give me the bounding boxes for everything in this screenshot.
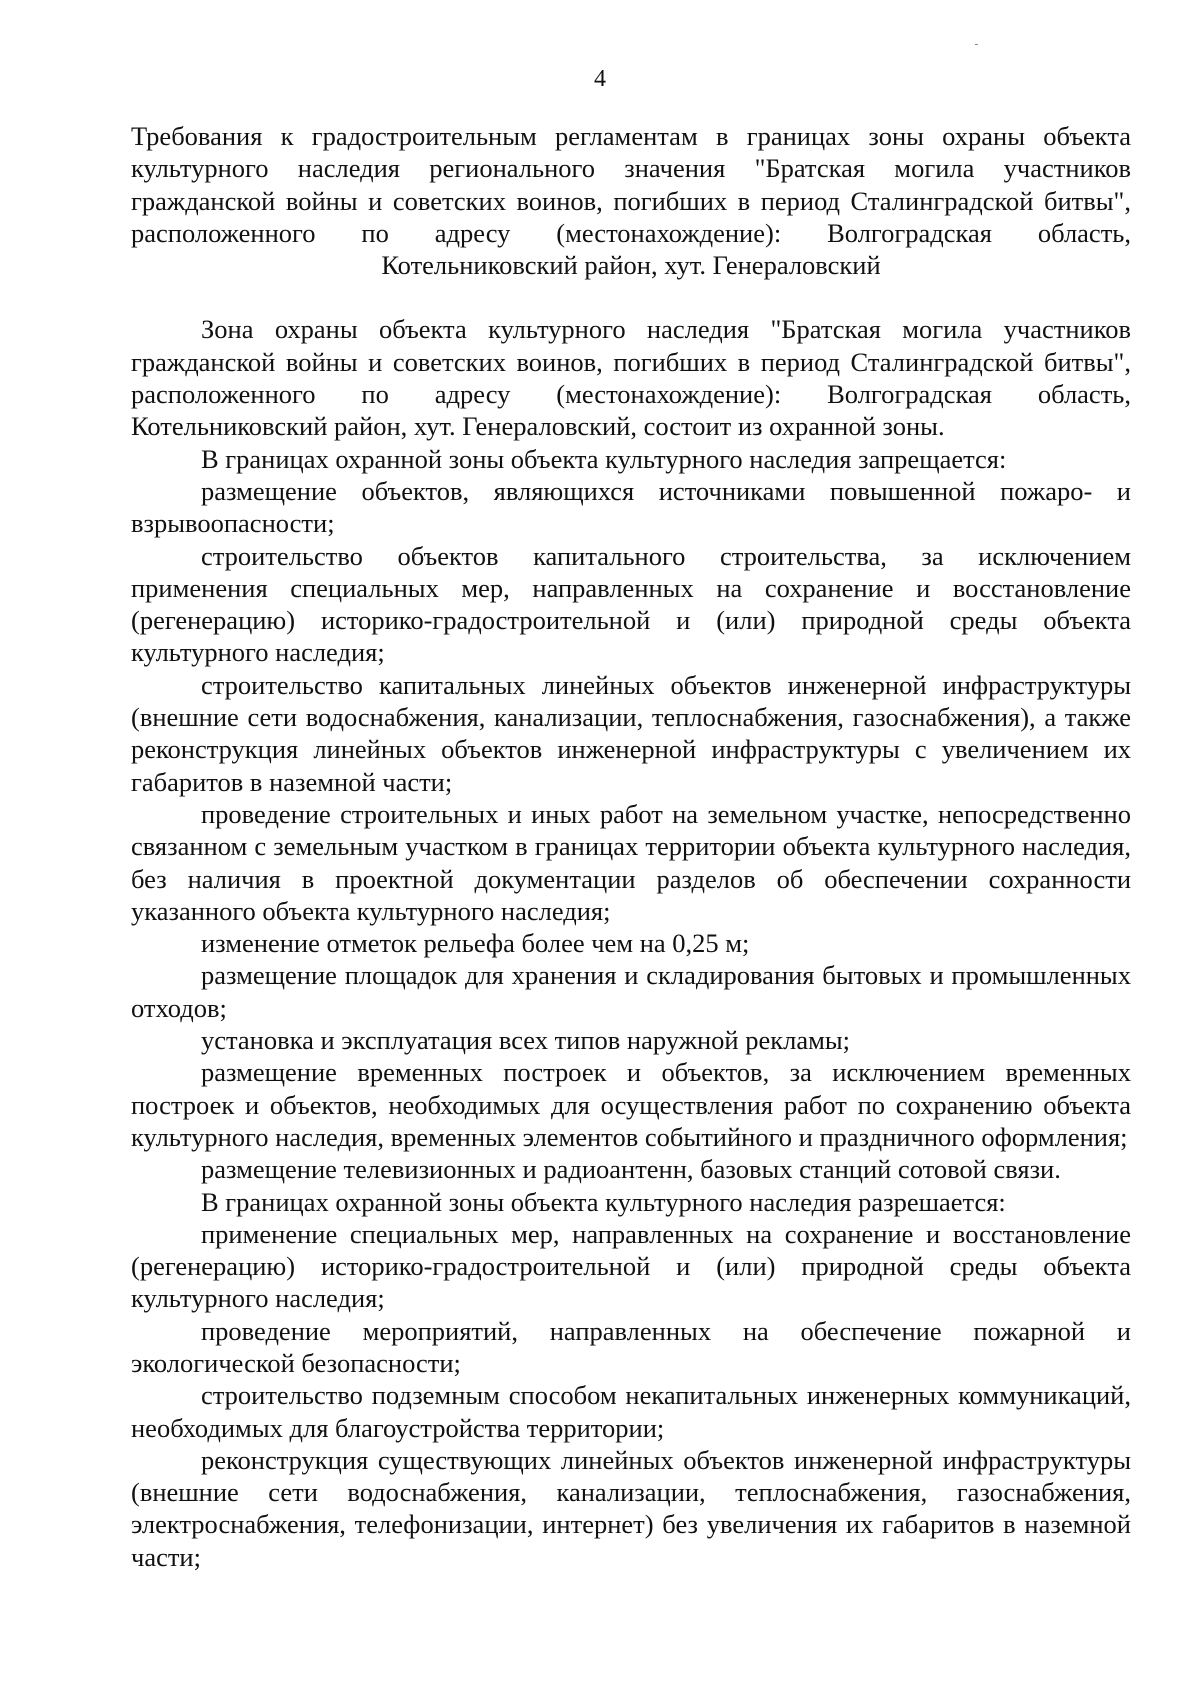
document-body [131, 313, 1131, 1573]
paragraph-permitted-item: строительство подземным способом некапитальных инженерных коммуникаций, необходимых для благоустройства территории; [131, 1380, 1131, 1443]
paragraph-permitted-item: проведение мероприятий, направленных на обеспечение пожарной и экологической безопасности; [131, 1315, 1131, 1378]
paragraph-prohibited-item: размещение объектов, являющихся источниками повышенной пожаро- и взрывоопасности; [131, 475, 1131, 539]
scan-speck [975, 44, 978, 45]
paragraph-zone-composition: Зона охраны объекта культурного наследия "Братская могила участников гражданской войны и советских воинов, погибших в период Сталинградской битвы", расположенного по адресу (местонахождение): Волгоградская область, Котельниковский район, хут. Генераловский, состоит из охранной зоны. [131, 314, 1131, 442]
document-title: Требования к градостроительным регламентам в границах зоны охраны объекта культурного наследия регионального значения "Братская могила участников гражданской войны и советских воинов, погибших в период Сталинградской битвы", расположенного по адресу (местонахождение): Волгоградская область, Котельниковский район, хут. Генераловский [131, 121, 1131, 281]
paragraph-prohibited-intro: В границах охранной зоны объекта культурного наследия запрещается: [201, 443, 1007, 474]
paragraph-prohibited-item: размещение телевизионных и радиоантенн, базовых станций сотовой связи. [201, 1154, 1061, 1185]
paragraph-prohibited-item: изменение отметок рельефа более чем на 0,25 м; [201, 928, 750, 959]
paragraph-prohibited-item: размещение площадок для хранения и складирования бытовых и промышленных отходов; [131, 960, 1131, 1023]
paragraph-permitted-intro: В границах охранной зоны объекта культурного наследия разрешается: [201, 1186, 1006, 1217]
paragraph-permitted-item: применение специальных мер, направленных на сохранение и восстановление (регенерацию) историко-градостроительной и (или) природной среды объекта культурного наследия; [131, 1218, 1131, 1314]
page-number: 4 [594, 66, 606, 92]
paragraph-prohibited-item: строительство капитальных линейных объектов инженерной инфраструктуры (внешние сети водоснабжения, канализации, теплоснабжения, газоснабжения), а также реконструкция линейных объектов инженерной инфраструктуры с увеличением их габаритов в наземной части; [131, 669, 1131, 797]
paragraph-prohibited-item: проведение строительных и иных работ на земельном участке, непосредственно связанном с земельным участком в границах территории объекта культурного наследия, без наличия в проектной документации разделов об обеспечении сохранности указанного объекта культурного наследия; [131, 798, 1131, 926]
paragraph-prohibited-item: установка и эксплуатация всех типов наружной рекламы; [201, 1025, 851, 1056]
document-content [131, 120, 1131, 1573]
paragraph-prohibited-item: размещение временных построек и объектов, за исключением временных построек и объектов, необходимых для осуществления работ по сохранению объекта культурного наследия, временных элементов событийного и праздничного оформления; [131, 1057, 1131, 1152]
paragraph-permitted-item: реконструкция существующих линейных объектов инженерной инфраструктуры (внешние сети водоснабжения, канализации, теплоснабжения, газоснабжения, электроснабжения, телефонизации, интернет) без увеличения их габаритов в наземной части; [131, 1444, 1131, 1572]
paragraph-prohibited-item: строительство объектов капитального строительства, за исключением применения специальных мер, направленных на сохранение и восстановление (регенерацию) историко-градостроительной и (или) природной среды объекта культурного наследия; [131, 540, 1131, 668]
